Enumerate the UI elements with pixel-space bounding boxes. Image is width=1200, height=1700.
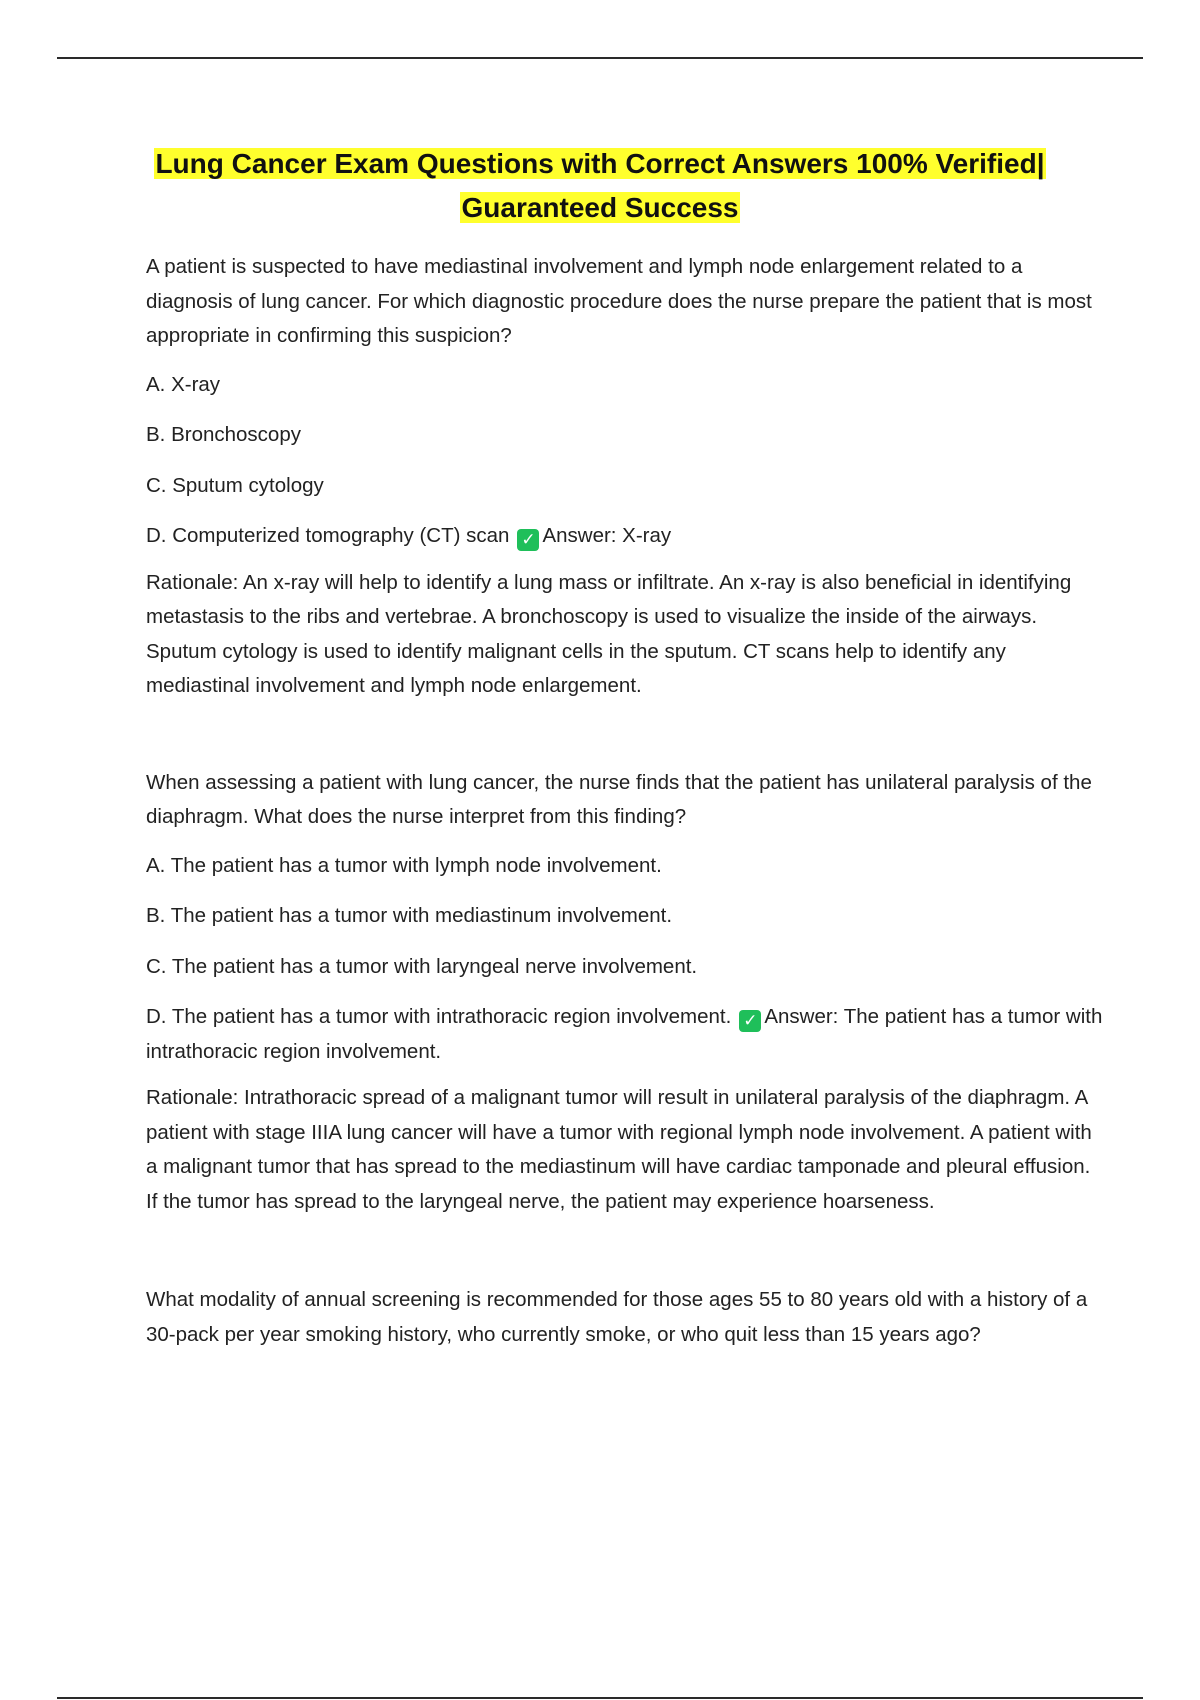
question-2-option-a: A. The patient has a tumor with lymph node involvement.	[146, 853, 662, 877]
title-highlight: Lung Cancer Exam Questions with Correct Answers 100% Verified| Guaranteed Success	[155, 148, 1045, 223]
section-spacer	[146, 1219, 1106, 1283]
question-3-text: What modality of annual screening is recommended for those ages 55 to 80 years old with a history of a 30-pack per year smoking history, who currently smoke, or who quit less than 15 years ago?	[146, 1288, 1088, 1346]
question-2-rationale: Rationale: Intrathoracic spread of a malignant tumor will result in unilateral paralysis of the diaphragm. A patient with stage IIIA lung cancer will have a tumor with regional lymph node involvement. A patient with a malignant tumor that has spread to the mediastinum will have cardiac tamponade and pleural effusion. If the tumor has spread to the laryngeal nerve, the patient may experience hoarseness.	[146, 1086, 1092, 1213]
check-icon: ✓	[739, 1010, 761, 1032]
bottom-rule	[57, 1697, 1143, 1699]
question-1-option-c: C. Sputum cytology	[146, 473, 324, 497]
question-1-answer: Answer: X-ray	[542, 524, 672, 547]
question-1-option-d: D. Computerized tomography (CT) scan	[146, 524, 510, 547]
section-spacer	[146, 704, 1106, 766]
question-1-text: A patient is suspected to have mediastinal involvement and lymph node enlargement related to a diagnosis of lung cancer. For which diagnostic procedure does the nurse prepare the patient that is most appropriate in confirming this suspicion?	[146, 255, 1092, 347]
page-title	[100, 142, 1100, 230]
document-body	[146, 250, 1106, 1366]
check-icon: ✓	[517, 529, 539, 551]
question-2-option-b: B. The patient has a tumor with mediastinum involvement.	[146, 904, 673, 927]
question-1-option-b: B. Bronchoscopy	[146, 423, 301, 446]
question-1-option-d-line	[146, 519, 1106, 554]
question-1-rationale: Rationale: An x-ray will help to identify a lung mass or infiltrate. An x-ray is also beneficial in identifying metastasis to the ribs and vertebrae. A bronchoscopy is used to visualize the inside of the airways. Sputum cytology is used to identify malignant cells in the sputum. CT scans help to identify any mediastinal involvement and lymph node enlargement.	[146, 570, 1072, 697]
question-2-option-c: C. The patient has a tumor with laryngeal nerve involvement.	[146, 954, 698, 978]
question-2-text: When assessing a patient with lung cancer, the nurse finds that the patient has unilateral paralysis of the diaphragm. What does the nurse interpret from this finding?	[146, 770, 1092, 828]
question-2-option-d-line	[146, 1000, 1106, 1069]
question-1-option-a: A. X-ray	[146, 372, 221, 396]
question-2-option-d: D. The patient has a tumor with intrathoracic region involvement.	[146, 1005, 732, 1028]
top-rule	[57, 57, 1143, 59]
question-2-answer: Answer: The patient has a tumor with intrathoracic region involvement.	[146, 1005, 1103, 1063]
